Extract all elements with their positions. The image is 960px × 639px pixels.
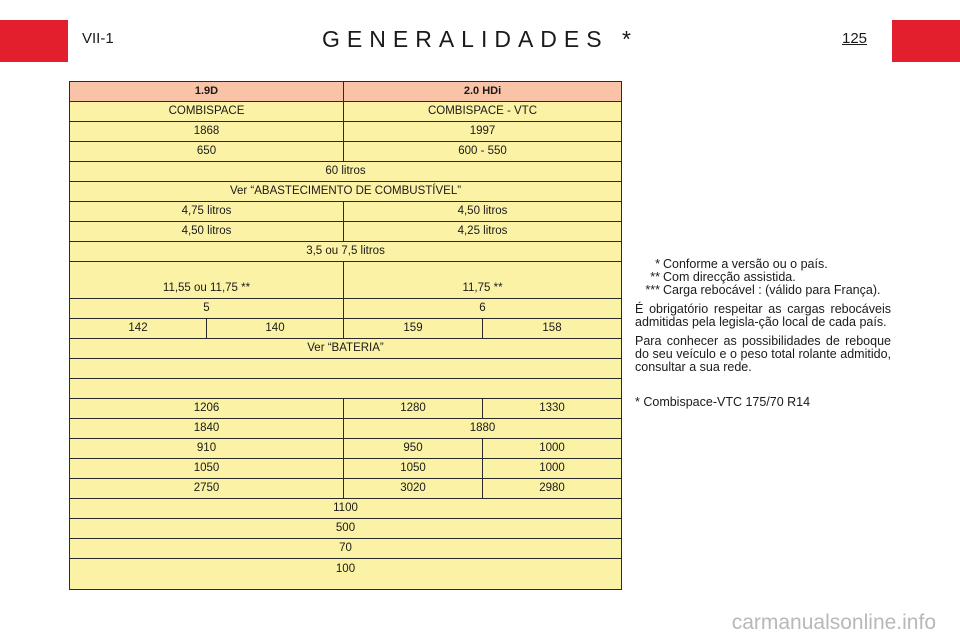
- table-row: [70, 222, 622, 242]
- table-row: [70, 82, 622, 102]
- table-row: [70, 499, 622, 519]
- table-cell: 1868: [70, 122, 344, 142]
- table-cell: 100: [70, 559, 622, 590]
- table-cell: 140: [207, 319, 344, 339]
- table-cell: 1050: [70, 459, 344, 479]
- specs-table: [69, 81, 622, 590]
- towing-info-note: Para conhecer as possibilidades de reboque do seu veículo e o peso total rolante admitido, consultar a sua rede.: [635, 334, 891, 374]
- table-row: [70, 559, 622, 590]
- table-cell: 3,5 ou 7,5 litros: [70, 242, 622, 262]
- table-cell: 1100: [70, 499, 622, 519]
- table-cell: 650: [70, 142, 344, 162]
- table-cell: 5: [70, 299, 344, 319]
- footnote-marker: ***: [645, 283, 660, 297]
- table-row: [70, 262, 622, 299]
- footnote-text: Conforme a versão ou o país.: [663, 257, 828, 271]
- footnote-text: Carga rebocável : (válido para França).: [663, 283, 881, 297]
- section-label: VII-1: [82, 30, 114, 47]
- table-row: [70, 242, 622, 262]
- table-cell: 1997: [344, 122, 622, 142]
- table-row: [70, 142, 622, 162]
- footnote: [635, 284, 891, 297]
- table-cell: 1050: [344, 459, 483, 479]
- table-cell: Ver “ABASTECIMENTO DE COMBUSTÍVEL”: [70, 182, 622, 202]
- table-row: [70, 539, 622, 559]
- empty-cell: [70, 379, 622, 399]
- table-cell: 1280: [344, 399, 483, 419]
- table-cell: 1000: [483, 459, 622, 479]
- table-cell: 910: [70, 439, 344, 459]
- table-cell: COMBISPACE - VTC: [344, 102, 622, 122]
- towing-legal-note: É obrigatório respeitar as cargas rebocáveis admitidas pela legisla-ção local de cada país.: [635, 302, 891, 329]
- engine-header: 2.0 HDi: [344, 82, 622, 102]
- table-row: [70, 122, 622, 142]
- table-cell: 1206: [70, 399, 344, 419]
- table-row: [70, 319, 622, 339]
- table-row: [70, 339, 622, 359]
- table-cell: 4,75 litros: [70, 202, 344, 222]
- page-number: 125: [842, 30, 868, 47]
- table-row: [70, 182, 622, 202]
- footnote-marker: **: [650, 270, 660, 284]
- footnote-text: Com direcção assistida.: [663, 270, 796, 284]
- table-cell: 950: [344, 439, 483, 459]
- table-row: [70, 479, 622, 499]
- table-cell: 2750: [70, 479, 344, 499]
- table-row: [70, 379, 622, 399]
- table-cell: 60 litros: [70, 162, 622, 182]
- table-cell: 142: [70, 319, 207, 339]
- table-row: [70, 162, 622, 182]
- tyre-note: * Combispace-VTC 175/70 R14: [635, 395, 811, 409]
- footnote-marker: *: [655, 257, 660, 271]
- table-row: [70, 519, 622, 539]
- table-cell: 1880: [344, 419, 622, 439]
- notes-column: [635, 258, 891, 409]
- table-row: [70, 299, 622, 319]
- table-cell: 600 - 550: [344, 142, 622, 162]
- table-row: [70, 459, 622, 479]
- table-cell: 159: [344, 319, 483, 339]
- table-cell: 11,75 **: [344, 262, 622, 299]
- table-cell: 3020: [344, 479, 483, 499]
- table-cell: 70: [70, 539, 622, 559]
- table-cell: 1840: [70, 419, 344, 439]
- table-cell: 1330: [483, 399, 622, 419]
- table-cell: 4,50 litros: [344, 202, 622, 222]
- table-cell: 4,50 litros: [70, 222, 344, 242]
- table-row: [70, 102, 622, 122]
- table-row: [70, 439, 622, 459]
- table-row: [70, 359, 622, 379]
- table-row: [70, 419, 622, 439]
- table-row: [70, 399, 622, 419]
- engine-header: 1.9D: [70, 82, 344, 102]
- table-cell: 6: [344, 299, 622, 319]
- table-cell: 4,25 litros: [344, 222, 622, 242]
- table-cell: 11,55 ou 11,75 **: [70, 262, 344, 299]
- page-title: GENERALIDADES *: [322, 26, 638, 52]
- table-row: [70, 202, 622, 222]
- empty-cell: [70, 359, 622, 379]
- table-cell: 2980: [483, 479, 622, 499]
- table-cell: 158: [483, 319, 622, 339]
- table-cell: COMBISPACE: [70, 102, 344, 122]
- watermark: carmanualsonline.info: [731, 611, 936, 634]
- table-cell: 1000: [483, 439, 622, 459]
- table-cell: Ver “BATERIA”: [70, 339, 622, 359]
- table-cell: 500: [70, 519, 622, 539]
